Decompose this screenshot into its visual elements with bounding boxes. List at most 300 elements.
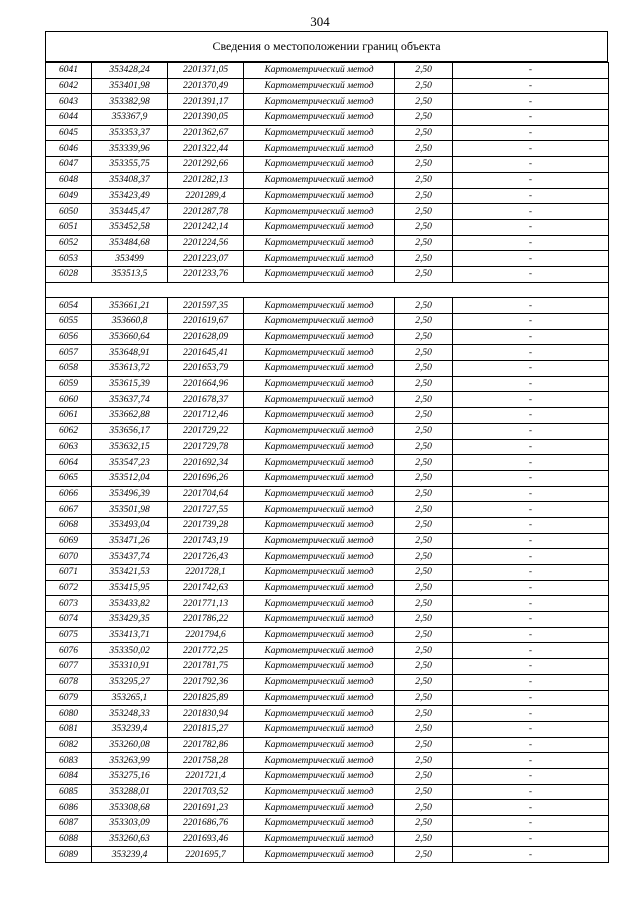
table-row: [46, 768, 609, 784]
table-row: [46, 266, 609, 282]
point-number-cell: 6074: [46, 612, 92, 628]
point-number-cell: 6066: [46, 486, 92, 502]
method-cell: Картометрический метод: [244, 737, 395, 753]
coordinate-y-cell: 2201712,46: [168, 408, 244, 424]
description-cell: -: [453, 596, 609, 612]
coordinate-y-cell: 2201781,75: [168, 659, 244, 675]
method-cell: Картометрический метод: [244, 455, 395, 471]
method-cell: Картометрический метод: [244, 847, 395, 863]
precision-cell: 2,50: [395, 110, 453, 126]
method-cell: Картометрический метод: [244, 580, 395, 596]
table-row: [46, 784, 609, 800]
description-cell: -: [453, 298, 609, 314]
method-cell: Картометрический метод: [244, 627, 395, 643]
coordinate-y-cell: 2201223,07: [168, 251, 244, 267]
precision-cell: 2,50: [395, 596, 453, 612]
point-number-cell: 6049: [46, 188, 92, 204]
table-row: [46, 157, 609, 173]
precision-cell: 2,50: [395, 517, 453, 533]
coordinate-x-cell: 353501,98: [92, 502, 168, 518]
table-row: [46, 706, 609, 722]
description-cell: -: [453, 565, 609, 581]
table-row: [46, 141, 609, 157]
description-cell: -: [453, 486, 609, 502]
coordinate-y-cell: 2201721,4: [168, 768, 244, 784]
coordinate-x-cell: 353437,74: [92, 549, 168, 565]
coordinate-x-cell: 353265,1: [92, 690, 168, 706]
table-row: [46, 439, 609, 455]
method-cell: Картометрический метод: [244, 816, 395, 832]
description-cell: -: [453, 549, 609, 565]
method-cell: Картометрический метод: [244, 408, 395, 424]
coordinate-y-cell: 2201728,1: [168, 565, 244, 581]
description-cell: -: [453, 470, 609, 486]
method-cell: Картометрический метод: [244, 549, 395, 565]
point-number-cell: 6073: [46, 596, 92, 612]
description-cell: -: [453, 125, 609, 141]
table-row: [46, 345, 609, 361]
method-cell: Картометрический метод: [244, 690, 395, 706]
table-row: [46, 627, 609, 643]
coordinate-x-cell: 353339,96: [92, 141, 168, 157]
point-number-cell: 6058: [46, 361, 92, 377]
method-cell: Картометрический метод: [244, 721, 395, 737]
precision-cell: 2,50: [395, 188, 453, 204]
table-row: [46, 78, 609, 94]
point-number-cell: 6067: [46, 502, 92, 518]
point-number-cell: 6061: [46, 408, 92, 424]
coordinate-x-cell: 353382,98: [92, 94, 168, 110]
point-number-cell: 6052: [46, 235, 92, 251]
table-row: [46, 204, 609, 220]
method-cell: Картометрический метод: [244, 784, 395, 800]
method-cell: Картометрический метод: [244, 63, 395, 79]
coordinate-y-cell: 2201619,67: [168, 314, 244, 330]
description-cell: -: [453, 361, 609, 377]
coordinate-x-cell: 353248,33: [92, 706, 168, 722]
coordinate-x-cell: 353367,9: [92, 110, 168, 126]
description-cell: -: [453, 502, 609, 518]
method-cell: Картометрический метод: [244, 94, 395, 110]
coordinate-y-cell: 2201691,23: [168, 800, 244, 816]
precision-cell: 2,50: [395, 392, 453, 408]
coordinate-y-cell: 2201772,25: [168, 643, 244, 659]
point-number-cell: 6070: [46, 549, 92, 565]
point-number-cell: 6063: [46, 439, 92, 455]
point-number-cell: 6051: [46, 219, 92, 235]
coordinate-x-cell: 353275,16: [92, 768, 168, 784]
coordinate-y-cell: 2201771,13: [168, 596, 244, 612]
description-cell: -: [453, 423, 609, 439]
coordinate-x-cell: 353429,35: [92, 612, 168, 628]
coordinate-y-cell: 2201686,76: [168, 816, 244, 832]
table-row: [46, 408, 609, 424]
precision-cell: 2,50: [395, 314, 453, 330]
method-cell: Картометрический метод: [244, 125, 395, 141]
point-number-cell: 6080: [46, 706, 92, 722]
precision-cell: 2,50: [395, 816, 453, 832]
group-separator-row: [46, 282, 609, 298]
description-cell: -: [453, 831, 609, 847]
precision-cell: 2,50: [395, 172, 453, 188]
description-cell: -: [453, 455, 609, 471]
point-number-cell: 6078: [46, 674, 92, 690]
method-cell: Картометрический метод: [244, 800, 395, 816]
point-number-cell: 6071: [46, 565, 92, 581]
description-cell: -: [453, 314, 609, 330]
precision-cell: 2,50: [395, 125, 453, 141]
table-row: [46, 565, 609, 581]
precision-cell: 2,50: [395, 580, 453, 596]
method-cell: Картометрический метод: [244, 533, 395, 549]
coordinate-y-cell: 2201233,76: [168, 266, 244, 282]
precision-cell: 2,50: [395, 800, 453, 816]
description-cell: -: [453, 580, 609, 596]
description-cell: -: [453, 674, 609, 690]
method-cell: Картометрический метод: [244, 345, 395, 361]
precision-cell: 2,50: [395, 219, 453, 235]
coordinate-y-cell: 2201742,63: [168, 580, 244, 596]
table-row: [46, 423, 609, 439]
coordinate-y-cell: 2201696,26: [168, 470, 244, 486]
point-number-cell: 6054: [46, 298, 92, 314]
precision-cell: 2,50: [395, 455, 453, 471]
table-body: [46, 63, 609, 863]
coordinate-y-cell: 2201739,28: [168, 517, 244, 533]
coordinate-y-cell: 2201758,28: [168, 753, 244, 769]
table-row: [46, 596, 609, 612]
table-row: [46, 847, 609, 863]
coordinate-y-cell: 2201628,09: [168, 329, 244, 345]
table-row: [46, 63, 609, 79]
description-cell: -: [453, 376, 609, 392]
coordinate-y-cell: 2201224,56: [168, 235, 244, 251]
description-cell: -: [453, 690, 609, 706]
coordinate-y-cell: 2201322,44: [168, 141, 244, 157]
coordinate-x-cell: 353353,37: [92, 125, 168, 141]
table-row: [46, 314, 609, 330]
coordinate-x-cell: 353288,01: [92, 784, 168, 800]
table-row: [46, 643, 609, 659]
description-cell: -: [453, 392, 609, 408]
table-row: [46, 502, 609, 518]
point-number-cell: 6057: [46, 345, 92, 361]
table-row: [46, 188, 609, 204]
point-number-cell: 6082: [46, 737, 92, 753]
description-cell: -: [453, 737, 609, 753]
description-cell: -: [453, 847, 609, 863]
separator-cell: [46, 282, 609, 298]
method-cell: Картометрический метод: [244, 266, 395, 282]
precision-cell: 2,50: [395, 361, 453, 377]
table-row: [46, 549, 609, 565]
method-cell: Картометрический метод: [244, 423, 395, 439]
coordinate-x-cell: 353428,24: [92, 63, 168, 79]
coordinate-y-cell: 2201743,19: [168, 533, 244, 549]
coordinate-x-cell: 353637,74: [92, 392, 168, 408]
coordinate-y-cell: 2201692,34: [168, 455, 244, 471]
coordinate-x-cell: 353260,08: [92, 737, 168, 753]
coordinate-x-cell: 353239,4: [92, 721, 168, 737]
precision-cell: 2,50: [395, 266, 453, 282]
coordinate-x-cell: 353415,95: [92, 580, 168, 596]
precision-cell: 2,50: [395, 251, 453, 267]
table-row: [46, 251, 609, 267]
point-number-cell: 6044: [46, 110, 92, 126]
precision-cell: 2,50: [395, 784, 453, 800]
coordinate-x-cell: 353303,09: [92, 816, 168, 832]
precision-cell: 2,50: [395, 439, 453, 455]
method-cell: Картометрический метод: [244, 753, 395, 769]
table-row: [46, 831, 609, 847]
precision-cell: 2,50: [395, 753, 453, 769]
coordinate-x-cell: 353484,68: [92, 235, 168, 251]
coordinate-x-cell: 353263,99: [92, 753, 168, 769]
coordinate-y-cell: 2201678,37: [168, 392, 244, 408]
point-number-cell: 6048: [46, 172, 92, 188]
method-cell: Картометрический метод: [244, 706, 395, 722]
coordinate-x-cell: 353660,64: [92, 329, 168, 345]
description-cell: -: [453, 612, 609, 628]
method-cell: Картометрический метод: [244, 157, 395, 173]
point-number-cell: 6069: [46, 533, 92, 549]
coordinate-x-cell: 353452,58: [92, 219, 168, 235]
coordinate-x-cell: 353513,5: [92, 266, 168, 282]
method-cell: Картометрический метод: [244, 659, 395, 675]
point-number-cell: 6045: [46, 125, 92, 141]
description-cell: -: [453, 784, 609, 800]
point-number-cell: 6075: [46, 627, 92, 643]
coordinate-x-cell: 353547,23: [92, 455, 168, 471]
method-cell: Картометрический метод: [244, 517, 395, 533]
table-row: [46, 329, 609, 345]
point-number-cell: 6055: [46, 314, 92, 330]
method-cell: Картометрический метод: [244, 141, 395, 157]
coordinate-x-cell: 353401,98: [92, 78, 168, 94]
precision-cell: 2,50: [395, 643, 453, 659]
coordinate-y-cell: 2201704,64: [168, 486, 244, 502]
coordinate-x-cell: 353493,04: [92, 517, 168, 533]
point-number-cell: 6088: [46, 831, 92, 847]
coordinate-x-cell: 353295,27: [92, 674, 168, 690]
coordinate-x-cell: 353310,91: [92, 659, 168, 675]
point-number-cell: 6081: [46, 721, 92, 737]
coordinate-y-cell: 2201653,79: [168, 361, 244, 377]
coordinate-y-cell: 2201242,14: [168, 219, 244, 235]
table-row: [46, 800, 609, 816]
precision-cell: 2,50: [395, 298, 453, 314]
method-cell: Картометрический метод: [244, 486, 395, 502]
precision-cell: 2,50: [395, 768, 453, 784]
coordinate-y-cell: 2201786,22: [168, 612, 244, 628]
coordinate-y-cell: 2201825,89: [168, 690, 244, 706]
coordinate-x-cell: 353260,63: [92, 831, 168, 847]
table-row: [46, 219, 609, 235]
coordinate-y-cell: 2201391,17: [168, 94, 244, 110]
precision-cell: 2,50: [395, 565, 453, 581]
coordinate-y-cell: 2201370,49: [168, 78, 244, 94]
point-number-cell: 6079: [46, 690, 92, 706]
table-row: [46, 94, 609, 110]
precision-cell: 2,50: [395, 674, 453, 690]
precision-cell: 2,50: [395, 549, 453, 565]
table-row: [46, 298, 609, 314]
table-row: [46, 470, 609, 486]
table-row: [46, 690, 609, 706]
method-cell: Картометрический метод: [244, 612, 395, 628]
method-cell: Картометрический метод: [244, 110, 395, 126]
precision-cell: 2,50: [395, 502, 453, 518]
description-cell: -: [453, 533, 609, 549]
coordinate-y-cell: 2201362,67: [168, 125, 244, 141]
table-row: [46, 612, 609, 628]
coordinate-x-cell: 353613,72: [92, 361, 168, 377]
coordinate-x-cell: 353615,39: [92, 376, 168, 392]
precision-cell: 2,50: [395, 235, 453, 251]
table-row: [46, 392, 609, 408]
table-row: [46, 517, 609, 533]
method-cell: Картометрический метод: [244, 172, 395, 188]
coordinate-y-cell: 2201289,4: [168, 188, 244, 204]
coordinate-y-cell: 2201693,46: [168, 831, 244, 847]
point-number-cell: 6060: [46, 392, 92, 408]
method-cell: Картометрический метод: [244, 314, 395, 330]
precision-cell: 2,50: [395, 690, 453, 706]
table-row: [46, 533, 609, 549]
point-number-cell: 6077: [46, 659, 92, 675]
table-row: [46, 455, 609, 471]
point-number-cell: 6085: [46, 784, 92, 800]
method-cell: Картометрический метод: [244, 219, 395, 235]
method-cell: Картометрический метод: [244, 392, 395, 408]
precision-cell: 2,50: [395, 486, 453, 502]
description-cell: -: [453, 110, 609, 126]
method-cell: Картометрический метод: [244, 674, 395, 690]
point-number-cell: 6076: [46, 643, 92, 659]
coordinate-x-cell: 353423,49: [92, 188, 168, 204]
coordinate-x-cell: 353239,4: [92, 847, 168, 863]
method-cell: Картометрический метод: [244, 361, 395, 377]
coordinate-y-cell: 2201729,22: [168, 423, 244, 439]
coordinate-y-cell: 2201287,78: [168, 204, 244, 220]
table-row: [46, 125, 609, 141]
point-number-cell: 6056: [46, 329, 92, 345]
method-cell: Картометрический метод: [244, 235, 395, 251]
table-row: [46, 235, 609, 251]
precision-cell: 2,50: [395, 721, 453, 737]
table-row: [46, 674, 609, 690]
coordinate-y-cell: 2201782,86: [168, 737, 244, 753]
precision-cell: 2,50: [395, 533, 453, 549]
point-number-cell: 6059: [46, 376, 92, 392]
coordinate-y-cell: 2201645,41: [168, 345, 244, 361]
coordinate-y-cell: 2201794,6: [168, 627, 244, 643]
description-cell: -: [453, 517, 609, 533]
method-cell: Картометрический метод: [244, 502, 395, 518]
table-row: [46, 486, 609, 502]
coordinate-x-cell: 353648,91: [92, 345, 168, 361]
coordinate-y-cell: 2201597,35: [168, 298, 244, 314]
precision-cell: 2,50: [395, 63, 453, 79]
description-cell: -: [453, 408, 609, 424]
coordinate-x-cell: 353308,68: [92, 800, 168, 816]
method-cell: Картометрический метод: [244, 329, 395, 345]
precision-cell: 2,50: [395, 706, 453, 722]
coordinate-x-cell: 353656,17: [92, 423, 168, 439]
description-cell: -: [453, 219, 609, 235]
precision-cell: 2,50: [395, 831, 453, 847]
table-row: [46, 580, 609, 596]
point-number-cell: 6086: [46, 800, 92, 816]
description-cell: -: [453, 94, 609, 110]
coordinate-y-cell: 2201792,36: [168, 674, 244, 690]
method-cell: Картометрический метод: [244, 78, 395, 94]
precision-cell: 2,50: [395, 408, 453, 424]
point-number-cell: 6041: [46, 63, 92, 79]
method-cell: Картометрический метод: [244, 376, 395, 392]
coordinate-y-cell: 2201282,13: [168, 172, 244, 188]
description-cell: -: [453, 141, 609, 157]
table-row: [46, 737, 609, 753]
description-cell: -: [453, 706, 609, 722]
method-cell: Картометрический метод: [244, 188, 395, 204]
coordinate-x-cell: 353512,04: [92, 470, 168, 486]
point-number-cell: 6053: [46, 251, 92, 267]
point-number-cell: 6064: [46, 455, 92, 471]
description-cell: -: [453, 439, 609, 455]
coordinate-y-cell: 2201815,27: [168, 721, 244, 737]
point-number-cell: 6046: [46, 141, 92, 157]
table-row: [46, 110, 609, 126]
description-cell: -: [453, 204, 609, 220]
point-number-cell: 6042: [46, 78, 92, 94]
method-cell: Картометрический метод: [244, 565, 395, 581]
description-cell: -: [453, 345, 609, 361]
point-number-cell: 6089: [46, 847, 92, 863]
coordinate-y-cell: 2201703,52: [168, 784, 244, 800]
description-cell: -: [453, 235, 609, 251]
precision-cell: 2,50: [395, 659, 453, 675]
method-cell: Картометрический метод: [244, 470, 395, 486]
boundary-points-table: [45, 62, 609, 863]
description-cell: -: [453, 329, 609, 345]
precision-cell: 2,50: [395, 94, 453, 110]
precision-cell: 2,50: [395, 157, 453, 173]
description-cell: -: [453, 800, 609, 816]
precision-cell: 2,50: [395, 204, 453, 220]
coordinates-sheet: [45, 31, 608, 863]
point-number-cell: 6072: [46, 580, 92, 596]
description-cell: -: [453, 78, 609, 94]
method-cell: Картометрический метод: [244, 643, 395, 659]
coordinate-x-cell: 353408,37: [92, 172, 168, 188]
precision-cell: 2,50: [395, 376, 453, 392]
coordinate-x-cell: 353662,88: [92, 408, 168, 424]
table-row: [46, 361, 609, 377]
method-cell: Картометрический метод: [244, 831, 395, 847]
coordinate-y-cell: 2201664,96: [168, 376, 244, 392]
coordinate-x-cell: 353632,15: [92, 439, 168, 455]
precision-cell: 2,50: [395, 345, 453, 361]
description-cell: -: [453, 251, 609, 267]
coordinate-x-cell: 353355,75: [92, 157, 168, 173]
precision-cell: 2,50: [395, 847, 453, 863]
section-title: Сведения о местоположении границ объекта: [45, 31, 608, 62]
coordinate-x-cell: 353421,53: [92, 565, 168, 581]
coordinate-x-cell: 353499: [92, 251, 168, 267]
precision-cell: 2,50: [395, 612, 453, 628]
table-row: [46, 172, 609, 188]
